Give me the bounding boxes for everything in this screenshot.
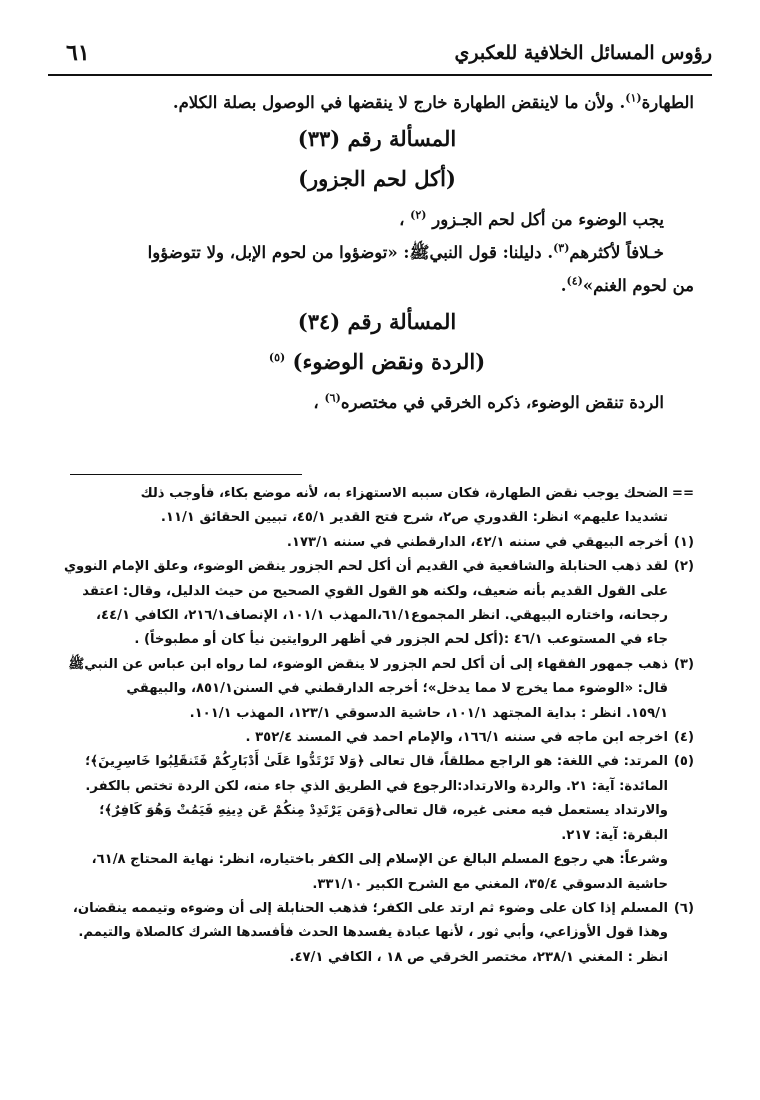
footnote-line: المائدة: آية: ٢١. والردة والارتداد:الرجوع في الطريق الذي جاء منه، لكن الردة تختص بالكفر. bbox=[85, 778, 668, 794]
main-text bbox=[60, 86, 694, 419]
note-ref: (١) bbox=[625, 91, 642, 105]
footnote-line: حاشية الدسوقي ٣٥/٤، المغني مع الشرح الكبير ٣٣١/١٠. bbox=[312, 876, 668, 892]
continuation-marker: == bbox=[671, 486, 694, 501]
footnote-number: (٣) bbox=[673, 656, 694, 672]
note-ref: (٦) bbox=[324, 391, 341, 405]
note-ref: (٤) bbox=[566, 274, 583, 288]
footnote-number: (١) bbox=[673, 534, 694, 550]
footnote-number: (٥) bbox=[673, 754, 694, 770]
footnote-line: أخرجه البيهقي في سننه ٤٢/١، الدارقطني في سننه ١٧٣/١. bbox=[286, 534, 668, 550]
footnote-divider bbox=[70, 474, 302, 475]
footnote-item bbox=[60, 750, 694, 896]
footnotes bbox=[60, 482, 694, 970]
footnote-line: جاء في المستوعب ٤٦/١ :(أكل لحم الجزور في أظهر الروايتين نيأ كان أو مطبوخاً) . bbox=[134, 632, 668, 648]
footnote-line: الضحك يوجب نقض الطهارة، فكان سببه الاستهزاء به، لأنه موضع بكاء، فأوجب ذلك bbox=[140, 486, 668, 501]
footnote-item bbox=[60, 653, 694, 726]
issue-33-title: (أكل لحم الجزور) bbox=[298, 166, 456, 191]
footnote-line: والارتداد يستعمل فيه معنى غيره، قال تعالى﴿وَمَن يَرْتَدِدْ مِنكُمْ عَن دِينِهِ فَيَمُتْ وَهُوَ كَافِرٌ﴾؛ bbox=[99, 803, 668, 819]
issue-33-argument-cont: من لحوم الغنم»$^{(٤)}$. bbox=[560, 274, 694, 295]
issue-33-ruling: يجب الوضوء من أكل لحم الجـزور $^{(٢)}$ ، bbox=[399, 208, 664, 229]
note-ref: (٣) bbox=[553, 241, 570, 255]
note-ref: (٢) bbox=[410, 208, 427, 222]
footnote-line: تشديدا عليهم» انظر: القدوري ص٢، شرح فتح القدير ٤٥/١، تبيين الحقائق ١١/١. bbox=[160, 510, 668, 526]
footnote-item bbox=[60, 726, 694, 750]
issue-33-number: المسألة رقم (٣٣) bbox=[297, 126, 457, 151]
footnote-item bbox=[60, 555, 694, 653]
footnote-continuation bbox=[60, 482, 694, 531]
footnote-line: على القول القديم بأنه ضعيف، ولكنه هو القول القوي الصحيح من حيث الدليل، وقال: اعتقد bbox=[82, 583, 668, 599]
footnote-line: انظر : المغني ٢٣٨/١، مختصر الخرقي ص ١٨ ، الكافي ٤٧/١. bbox=[289, 949, 668, 965]
footnote-line: اخرجه ابن ماجه في سننه ١٦٦/١، والإمام احمد في المسند ٣٥٢/٤ . bbox=[245, 730, 668, 746]
footnote-line: ذهب جمهور الفقهاء إلى أن أكل لحم الجزور لا ينقض الوضوء، لما رواه ابن عباس عن النبيﷺ bbox=[68, 656, 668, 672]
footnote-line: قال: «الوضوء مما يخرج لا مما يدخل»؛ أخرجه الدارقطني في السنن٨٥١/١، والبيهقي bbox=[126, 681, 668, 697]
issue-34-ruling: الردة تنقض الوضوء، ذكره الخرقي في مختصره$^{(٦)}$ ، bbox=[313, 391, 664, 412]
footnote-number: (٤) bbox=[673, 730, 694, 746]
footnote-list bbox=[60, 531, 694, 970]
footnote-line: رجحانه، واختاره البيهقي. انظر المجموع٦١/١،المهذب ١٠١/١، الإنصاف٢١٦/١، الكافي ٤٤/١، bbox=[96, 608, 668, 624]
issue-33-argument: خـلافاً لأكثرهم$^{(٣)}$. دليلنا: قول النبيﷺ: «توضؤوا من لحوم الإبل، ولا تتوضؤوا bbox=[147, 241, 664, 262]
footnote-item bbox=[60, 531, 694, 555]
footnote-line: المرتد: في اللغة: هو الراجع مطلقاً، قال تعالى ﴿وَلا تَرْتَدُّوا عَلَىٰ أَدْبَارِكُمْ فَتَنقَلِبُوا خَاسِرِينَ﴾؛ bbox=[85, 754, 668, 770]
note-ref: (٥) bbox=[268, 351, 286, 364]
issue-34-number: المسألة رقم (٣٤) bbox=[297, 309, 457, 334]
footnote-line: وهذا قول الأوزاعي، وأبي ثور ، لأنها عبادة يفسدها الحدث فأفسدها الشرك كالصلاة والتيمم. bbox=[78, 925, 668, 941]
footnote-number: (٦) bbox=[673, 900, 694, 916]
footnote-line: ١٥٩/١. انظر : بداية المجتهد ١٠١/١، حاشية الدسوقي ١٢٣/١، المهذب ١٠١/١. bbox=[189, 705, 668, 721]
footnote-line: المسلم إذا كان على وضوء ثم ارتد على الكفر؛ فذهب الحنابلة إلى أن وضوءه وتيممه ينقضان، bbox=[72, 900, 668, 916]
running-title: رؤوس المسائل الخلافية للعكبري bbox=[454, 42, 712, 64]
footnote-line: البقرة: آية: ٢١٧. bbox=[561, 827, 668, 843]
footnote-number: (٢) bbox=[673, 559, 694, 575]
footnote-line: وشرعاً: هي رجوع المسلم البالغ عن الإسلام إلى الكفر باختياره، انظر: نهاية المحتاج ٦١/٨، bbox=[91, 852, 668, 868]
issue-34-title: (الردة ونقض الوضوء) $^{(٥)}$ bbox=[268, 349, 486, 374]
page-header bbox=[48, 38, 712, 76]
footnote-line: لقد ذهب الحنابلة والشافعية في القديم أن أكل لحم الجزور ينقض الوضوء، وعلق الإمام النووي bbox=[63, 559, 668, 575]
intro-paragraph: الطهارة$^{(١)}$. ولأن ما لاينقض الطهارة خارج لا ينقضها في الوصول بصلة الكلام. bbox=[172, 91, 694, 112]
footnote-item bbox=[60, 897, 694, 970]
page-number: ٦١ bbox=[66, 40, 90, 66]
